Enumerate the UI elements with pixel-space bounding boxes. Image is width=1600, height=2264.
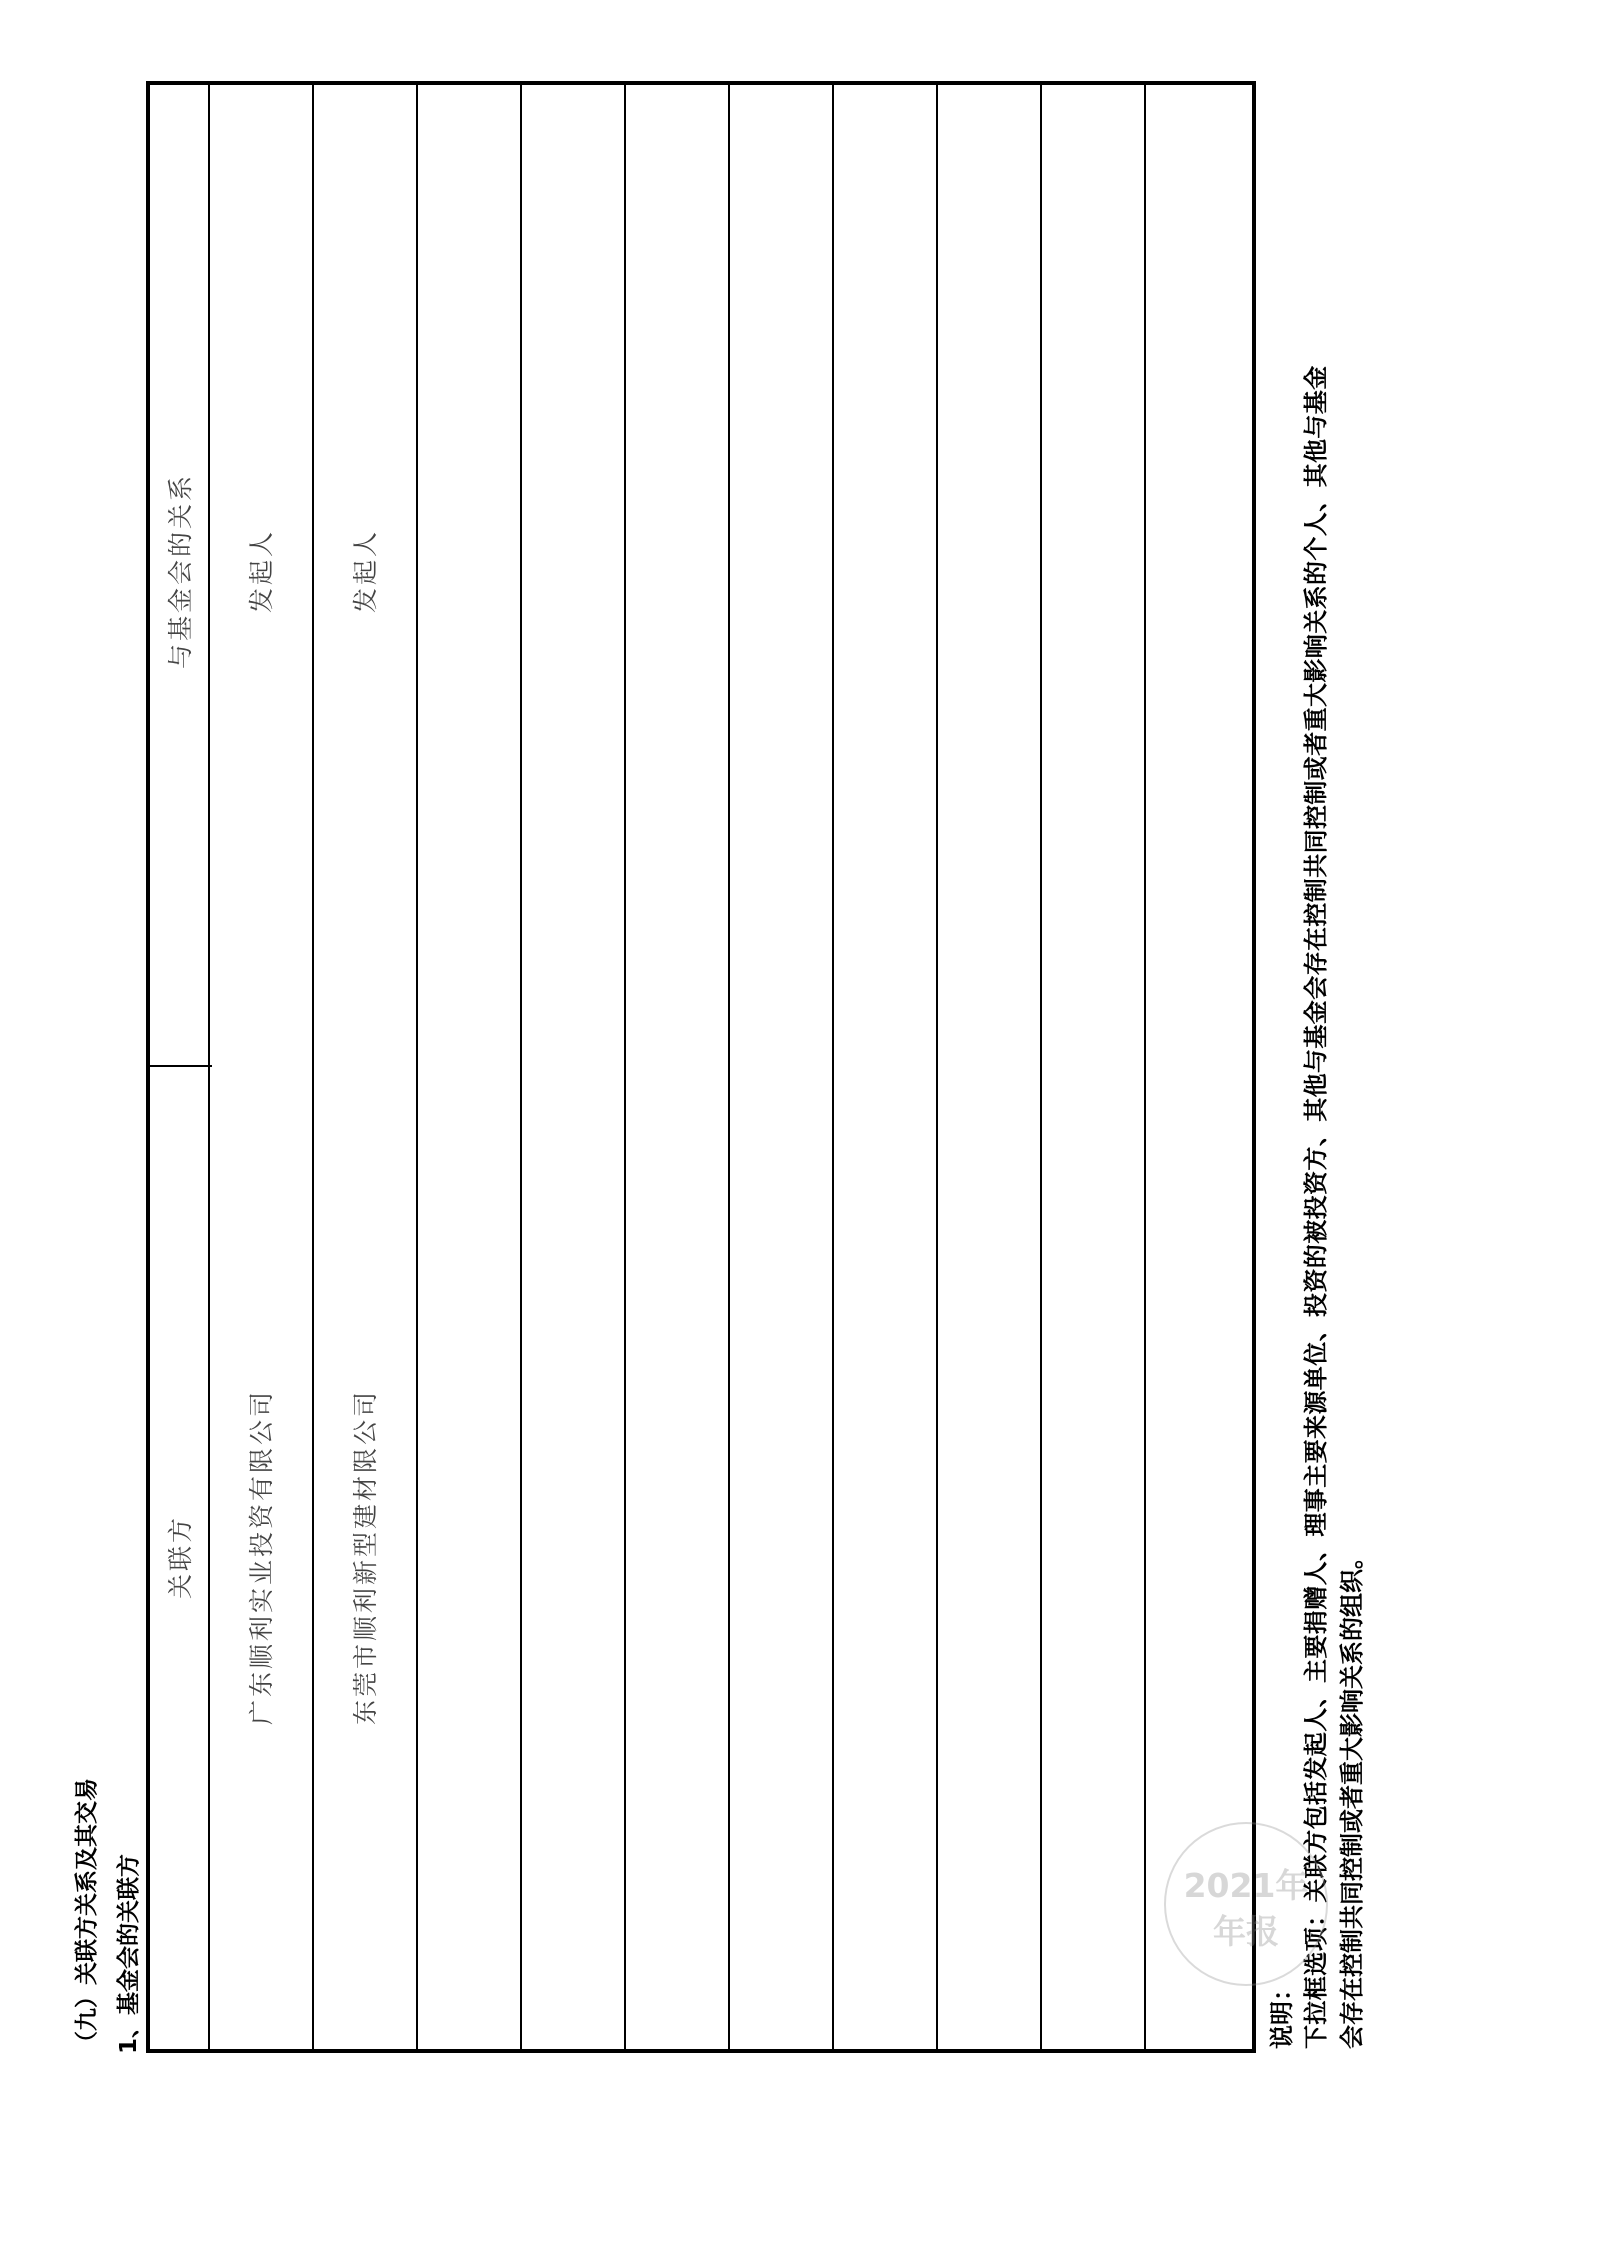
row-divider bbox=[1144, 85, 1146, 2049]
row-divider bbox=[832, 85, 834, 2049]
row-divider bbox=[208, 85, 210, 2049]
row-divider bbox=[936, 85, 938, 2049]
row-divider bbox=[624, 85, 626, 2049]
note-text-line1: 下拉框选项：关联方包括发起人、主要捐赠人、理事主要来源单位、投资的被投资方、其他与基金会存在控制共同控制或者重大影响关系的个人、其他与基金 bbox=[1302, 365, 1330, 2049]
table-cell-relationship: 发起人 bbox=[247, 528, 276, 614]
table-cell-party: 广东顺利实业投资有限公司 bbox=[247, 1388, 276, 1726]
header-column-divider bbox=[150, 1065, 212, 1067]
row-divider bbox=[520, 85, 522, 2049]
section-heading: （九）关联方关系及其交易 bbox=[74, 1778, 100, 2054]
table-cell-relationship: 发起人 bbox=[351, 528, 380, 614]
row-divider bbox=[416, 85, 418, 2049]
subsection-heading: 1、基金会的关联方 bbox=[116, 1853, 142, 2054]
note-text-line2: 会存在控制共同控制或者重大影响关系的组织。 bbox=[1338, 1545, 1366, 2049]
annual-report-watermark-stamp bbox=[1164, 1822, 1328, 1986]
note-label: 说明： bbox=[1268, 1977, 1296, 2049]
row-divider bbox=[728, 85, 730, 2049]
related-party-table bbox=[146, 81, 1256, 2053]
stamp-year: 2021年 bbox=[1183, 1866, 1309, 1905]
header-relationship: 与基金会的关系 bbox=[166, 472, 195, 670]
stamp-label: 年报 bbox=[1213, 1912, 1279, 1951]
row-divider bbox=[1040, 85, 1042, 2049]
header-related-party: 关联方 bbox=[166, 1514, 195, 1600]
table-cell-party: 东莞市顺利新型建材限公司 bbox=[351, 1388, 380, 1726]
row-divider bbox=[312, 85, 314, 2049]
